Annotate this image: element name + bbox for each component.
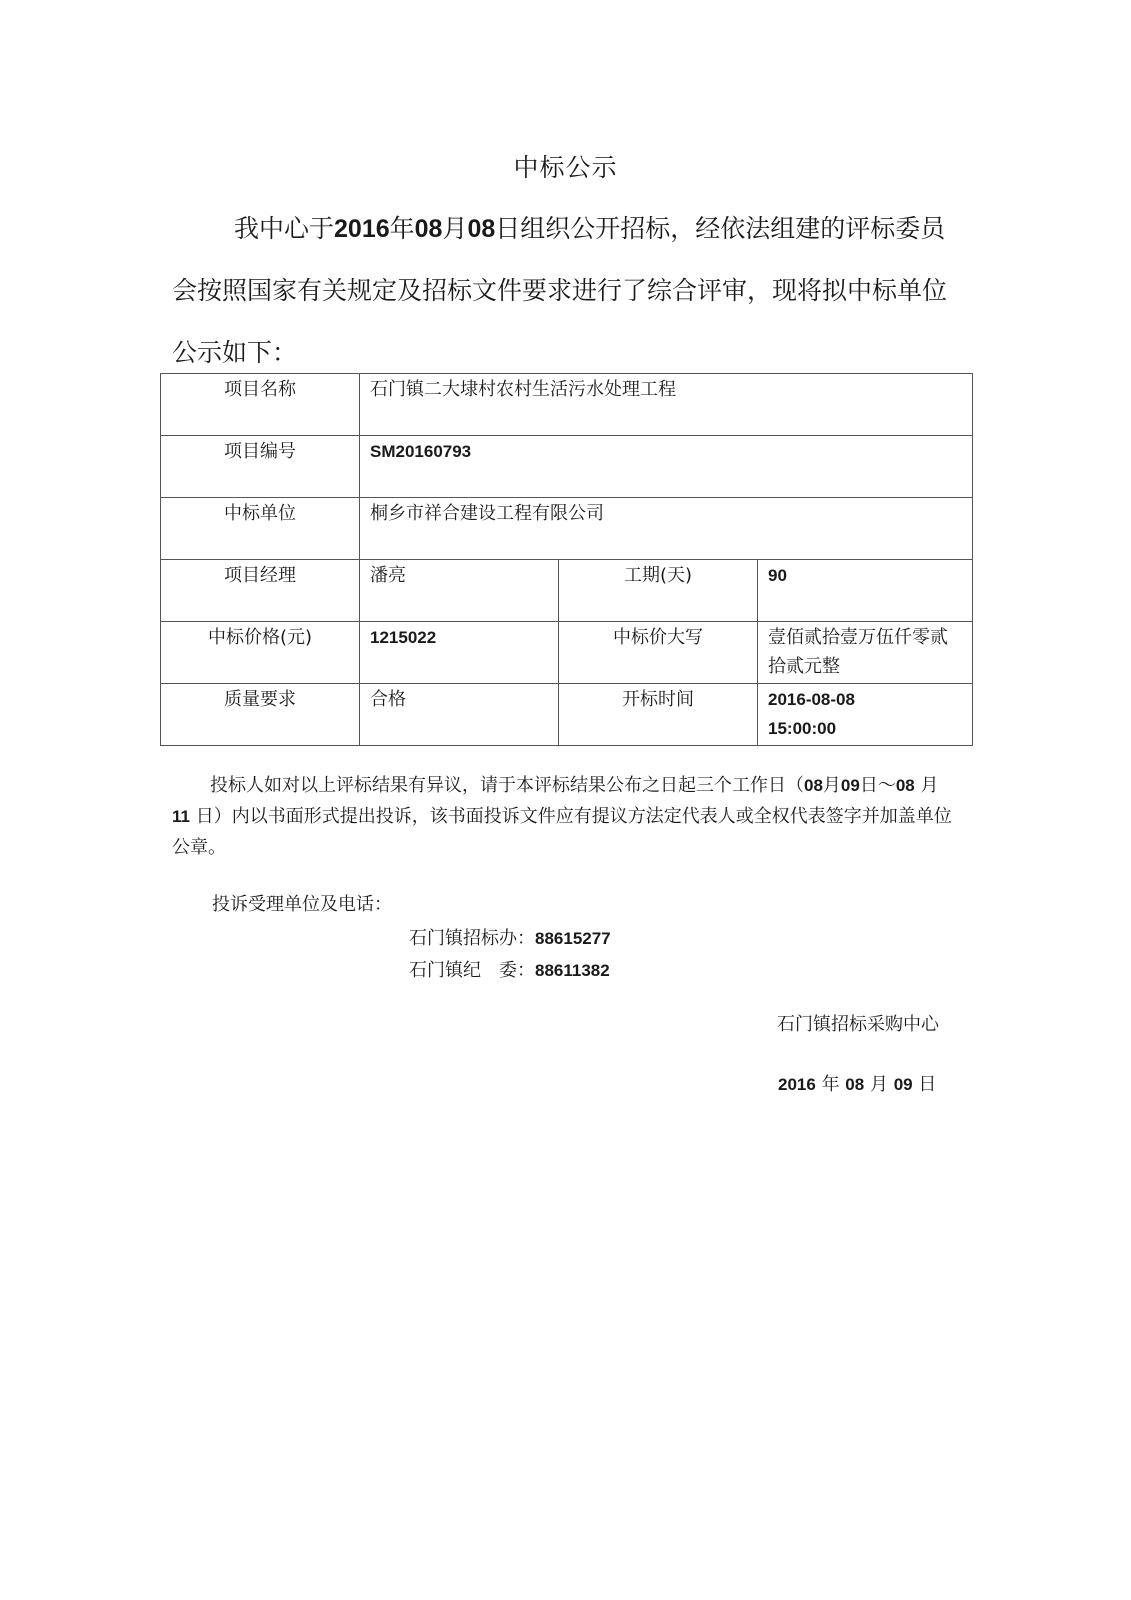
signature-org: 石门镇招标采购中心 (777, 1014, 939, 1035)
duration-value: 90 (758, 560, 973, 622)
project-name-value: 石门镇二大埭村农村生活污水处理工程 (360, 374, 973, 436)
signature-date: 2016 年 08 月 09 日 (778, 1074, 937, 1095)
table-row (161, 684, 973, 746)
price-label: 中标价格(元) (161, 622, 360, 684)
table-row (161, 436, 973, 498)
project-no-value: SM20160793 (360, 436, 973, 498)
project-no-label: 项目编号 (161, 436, 360, 498)
project-name-label: 项目名称 (161, 374, 360, 436)
open-time: 15:00:00 (768, 719, 837, 738)
open-date: 2016-08-08 (768, 690, 855, 709)
price-upper-label: 中标价大写 (559, 622, 758, 684)
contact-title: 投诉受理单位及电话： (212, 894, 392, 915)
page-title: 中标公示 (513, 153, 618, 182)
contact-office-1 (409, 924, 611, 950)
manager-value: 潘亮 (360, 560, 559, 622)
quality-label: 质量要求 (161, 684, 360, 746)
winner-value: 桐乡市祥合建设工程有限公司 (360, 498, 973, 560)
quality-value: 合格 (360, 684, 559, 746)
open-time-label: 开标时间 (559, 684, 758, 746)
price-upper-value: 壹佰贰拾壹万伍仟零贰拾贰元整 (758, 622, 973, 684)
office-phone: 88611382 (535, 961, 610, 980)
manager-label: 项目经理 (161, 560, 360, 622)
open-time-value (758, 684, 973, 746)
winner-label: 中标单位 (161, 498, 360, 560)
award-info-table (160, 373, 973, 746)
office-name: 石门镇招标办： (409, 928, 535, 949)
price-value: 1215022 (360, 622, 559, 684)
objection-notice: 投标人如对以上评标结果有异议，请于本评标结果公布之日起三个工作日（08月09日～08 月 11 日）内以书面形式提出投诉，该书面投诉文件应有提议方法定代表人或全权代表签字并加盖单位公章。 (172, 775, 952, 858)
contact-office-2 (409, 956, 610, 982)
table-row (161, 560, 973, 622)
intro-paragraph: 我中心于2016年08月08日组织公开招标，经依法组建的评标委员会按照国家有关规定及招标文件要求进行了综合评审，现将拟中标单位公示如下： (172, 214, 948, 367)
table-row (161, 374, 973, 436)
duration-label: 工期(天) (559, 560, 758, 622)
table-row (161, 622, 973, 684)
office-phone: 88615277 (535, 929, 611, 948)
table-row (161, 498, 973, 560)
office-name: 石门镇纪 委： (409, 960, 535, 981)
